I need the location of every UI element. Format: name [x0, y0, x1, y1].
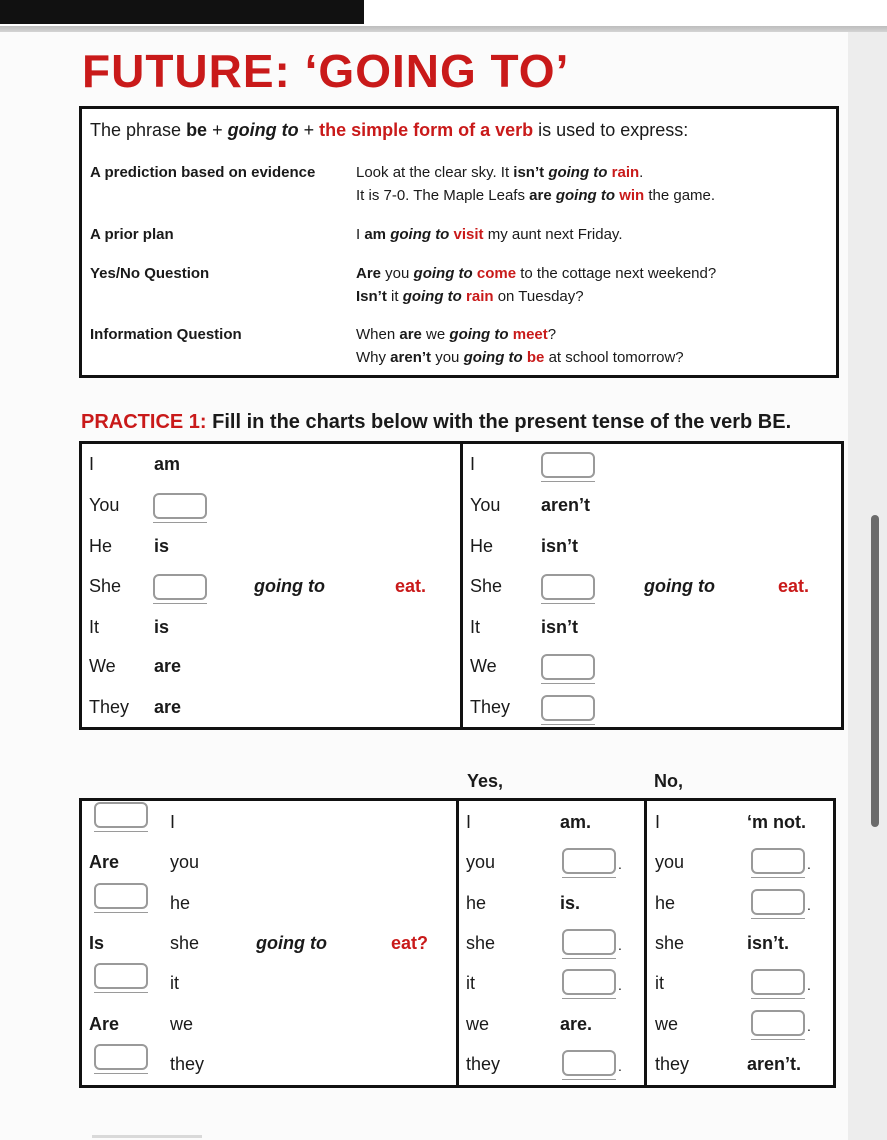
redacted-header-block: [0, 0, 364, 24]
pronoun-cell: he: [655, 893, 676, 913]
blank-period: .: [807, 856, 811, 872]
example-segment: you: [431, 349, 464, 366]
answer-blank[interactable]: [153, 574, 207, 600]
usage-example: [356, 187, 715, 204]
example-segment: going to: [449, 326, 509, 343]
question-verb-cell: Is: [89, 933, 105, 953]
answer-blank[interactable]: [94, 1044, 148, 1070]
pronoun-cell: They: [470, 697, 511, 717]
blank-period: .: [618, 856, 622, 872]
usage-label: A prediction based on evidence: [90, 164, 316, 181]
pronoun-cell: He: [470, 536, 494, 556]
example-segment: Why: [356, 349, 391, 366]
answer-blank[interactable]: [153, 493, 207, 519]
pronoun-cell: they: [655, 1054, 690, 1074]
answer-blank[interactable]: [562, 969, 616, 995]
pronoun-cell: you: [655, 852, 685, 872]
blank-period: .: [807, 977, 811, 993]
pronoun-cell: I: [655, 812, 661, 832]
example-segment: Isn’t: [356, 288, 387, 305]
answer-blank[interactable]: [562, 929, 616, 955]
intro-be: be: [186, 120, 208, 140]
usage-example: [356, 226, 623, 243]
example-segment: going to: [548, 164, 608, 181]
intro-plus: +: [207, 120, 228, 140]
answer-blank[interactable]: [562, 848, 616, 874]
pronoun-cell: I: [170, 812, 176, 832]
pronoun-cell: We: [470, 656, 497, 676]
answer-blank[interactable]: [751, 848, 805, 874]
example-segment: rain: [466, 288, 494, 305]
usage-example: [356, 288, 584, 305]
scrollbar-thumb[interactable]: [871, 515, 879, 827]
example-segment: Are: [356, 265, 382, 282]
intro-verb-form: the simple form of a verb: [319, 120, 534, 140]
verb-cell: are.: [560, 1014, 593, 1034]
answer-blank[interactable]: [751, 969, 805, 995]
answer-blank[interactable]: [751, 889, 805, 915]
pronoun-cell: we: [170, 1014, 194, 1034]
example-segment: When: [356, 326, 400, 343]
pronoun-cell: They: [89, 697, 130, 717]
example-segment: on Tuesday?: [493, 288, 584, 305]
example-segment: are: [399, 326, 422, 343]
blank-period: .: [807, 1018, 811, 1034]
example-segment: come: [476, 265, 517, 282]
pronoun-cell: She: [89, 576, 122, 596]
example-segment: going to: [413, 265, 473, 282]
example-segment: to the cottage next weekend?: [516, 265, 717, 282]
example-segment: isn’t: [513, 164, 545, 181]
practice-instruction: Fill in the charts below with the present tense of the verb BE.: [206, 411, 792, 433]
going-to-label: going to: [254, 576, 325, 596]
example-segment: we: [421, 326, 450, 343]
verb-cell: is: [154, 617, 170, 637]
pronoun-cell: I: [466, 812, 472, 832]
pronoun-cell: she: [466, 933, 496, 953]
example-segment: aren’t: [390, 349, 432, 366]
example-segment: going to: [463, 349, 523, 366]
practice-heading: [81, 411, 791, 434]
verb-cell: aren’t: [541, 495, 591, 515]
example-segment: meet: [512, 326, 548, 343]
example-segment: at school tomorrow?: [544, 349, 684, 366]
pronoun-cell: It: [470, 617, 481, 637]
question-verb-cell: Are: [89, 852, 120, 872]
verb-cell: is: [154, 536, 170, 556]
verb-cell: isn’t: [541, 536, 579, 556]
pronoun-cell: it: [655, 973, 664, 993]
example-segment: the game.: [644, 187, 716, 204]
answer-blank[interactable]: [94, 963, 148, 989]
usage-example: [356, 164, 643, 181]
verb-cell: am: [154, 454, 181, 474]
pronoun-cell: you: [466, 852, 496, 872]
answer-blank[interactable]: [94, 883, 148, 909]
example-segment: I: [356, 226, 365, 243]
usage-example: [356, 349, 684, 366]
pronoun-cell: he: [466, 893, 487, 913]
blank-period: .: [807, 897, 811, 913]
verb-cell: isn’t.: [747, 933, 790, 953]
main-verb-label: eat.: [778, 576, 810, 596]
pronoun-cell: they: [170, 1054, 205, 1074]
pronoun-cell: It: [89, 617, 100, 637]
example-segment: Look at the clear sky. It: [356, 164, 514, 181]
main-verb-label: eat?: [391, 933, 429, 953]
pronoun-cell: we: [466, 1014, 490, 1034]
example-segment: visit: [453, 226, 484, 243]
blank-period: .: [618, 937, 622, 953]
example-segment: my aunt next Friday.: [483, 226, 623, 243]
pronoun-cell: She: [470, 576, 503, 596]
main-verb-label: eat.: [395, 576, 427, 596]
example-segment: it: [386, 288, 403, 305]
example-segment: win: [619, 187, 645, 204]
example-segment: am: [364, 226, 387, 243]
footer-mark: [92, 1135, 202, 1138]
pronoun-cell: he: [170, 893, 191, 913]
verb-cell: isn’t: [541, 617, 579, 637]
no-header: No,: [654, 771, 683, 791]
chart-divider: [456, 798, 459, 1088]
yes-header: Yes,: [467, 771, 504, 791]
pronoun-cell: I: [89, 454, 95, 474]
answer-blank[interactable]: [541, 452, 595, 478]
pronoun-cell: You: [89, 495, 120, 515]
usage-example: [356, 265, 716, 282]
answer-blank[interactable]: [541, 574, 595, 600]
pronoun-cell: He: [89, 536, 113, 556]
example-segment: going to: [390, 226, 450, 243]
intro-going-to: going to: [227, 120, 299, 140]
example-segment: going to: [402, 288, 462, 305]
verb-cell: is.: [560, 893, 581, 913]
example-segment: you: [381, 265, 414, 282]
chart-divider: [644, 798, 647, 1088]
answer-blank[interactable]: [751, 1010, 805, 1036]
example-segment: going to: [555, 187, 616, 204]
verb-cell: aren’t.: [747, 1054, 802, 1074]
pronoun-cell: we: [655, 1014, 679, 1034]
pronoun-cell: You: [470, 495, 501, 515]
chart-divider: [460, 441, 463, 730]
scrollbar-track[interactable]: [848, 32, 887, 1140]
verb-cell: ‘m not.: [747, 812, 806, 832]
pronoun-cell: We: [89, 656, 116, 676]
usage-label: Yes/No Question: [90, 265, 210, 282]
usage-label: A prior plan: [90, 226, 174, 243]
pronoun-cell: she: [170, 933, 200, 953]
intro-text: The phrase: [90, 120, 187, 140]
verb-cell: are: [154, 697, 182, 717]
pronoun-cell: she: [655, 933, 685, 953]
page-title: FUTURE: ‘GOING TO’: [82, 45, 570, 97]
answer-blank[interactable]: [94, 802, 148, 828]
top-bar: [0, 0, 887, 26]
pronoun-cell: it: [170, 973, 179, 993]
answer-blank[interactable]: [541, 654, 595, 680]
usage-label: Information Question: [90, 326, 242, 343]
going-to-label: going to: [256, 933, 327, 953]
intro-text: is used to express:: [533, 120, 689, 140]
practice-label: PRACTICE 1:: [81, 411, 207, 433]
intro-plus: +: [298, 120, 320, 140]
question-verb-cell: Are: [89, 1014, 120, 1034]
example-segment: are: [529, 187, 552, 204]
example-segment: be: [526, 349, 545, 366]
verb-cell: am.: [560, 812, 592, 832]
blank-period: .: [618, 1058, 622, 1074]
answer-blank[interactable]: [562, 1050, 616, 1076]
pronoun-cell: you: [170, 852, 200, 872]
blank-period: .: [618, 977, 622, 993]
intro-sentence: [90, 120, 688, 141]
verb-cell: are: [154, 656, 182, 676]
pronoun-cell: it: [466, 973, 475, 993]
example-segment: ?: [547, 326, 557, 343]
answer-blank[interactable]: [541, 695, 595, 721]
usage-example: [356, 326, 556, 343]
example-segment: .: [639, 164, 644, 181]
going-to-label: going to: [644, 576, 715, 596]
example-segment: It is 7-0. The Maple Leafs: [356, 187, 530, 204]
pronoun-cell: they: [466, 1054, 501, 1074]
example-segment: rain: [611, 164, 640, 181]
pronoun-cell: I: [470, 454, 476, 474]
